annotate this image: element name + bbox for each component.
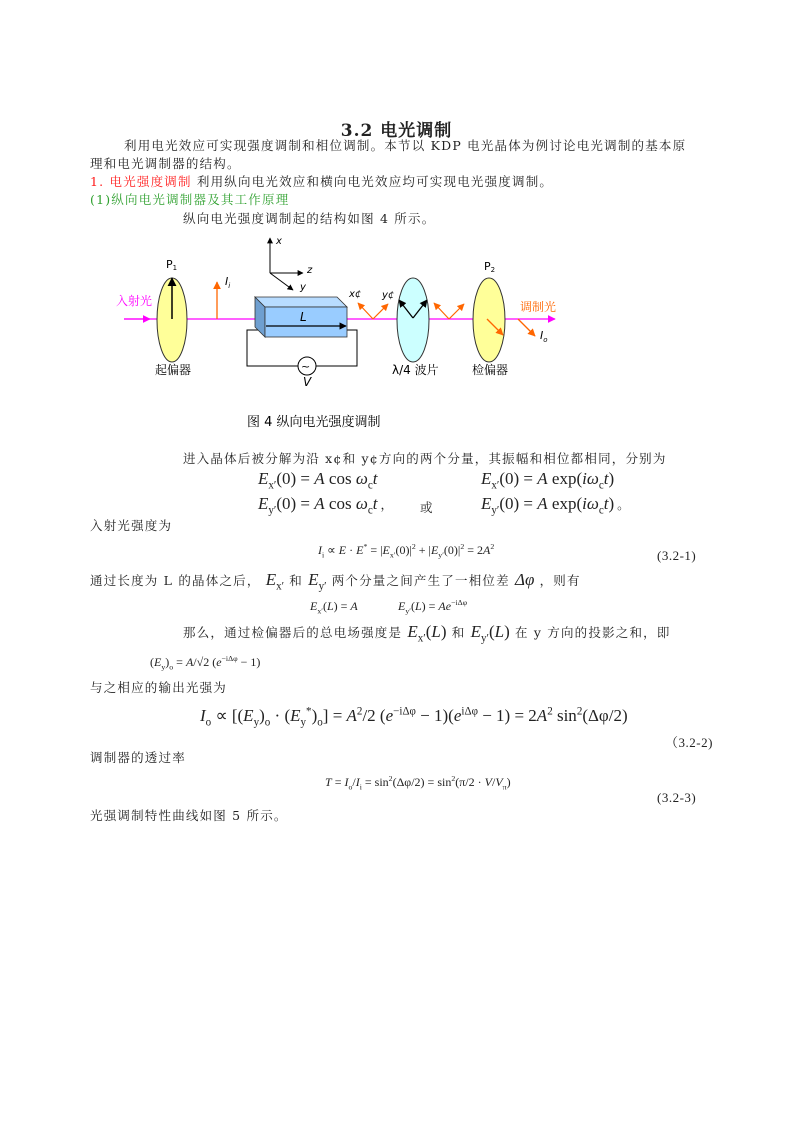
eq-segment: E xyxy=(481,494,492,513)
eq-segment: ) = xyxy=(333,599,351,613)
eq-segment: + | xyxy=(415,543,431,557)
eq-ey-L xyxy=(398,596,467,616)
eq-segment: / xyxy=(352,775,356,789)
or-text: 或 xyxy=(420,500,434,515)
eq-segment: A xyxy=(536,706,548,725)
and-text: 和 xyxy=(289,573,303,588)
eq-segment: 2 xyxy=(388,774,393,783)
voltage-label: V xyxy=(303,375,312,389)
p2-label xyxy=(484,260,495,274)
p1-label xyxy=(166,258,177,272)
eq-segment: Ae xyxy=(438,599,452,613)
eq-segment: ( xyxy=(322,599,327,613)
eq-segment: x′ xyxy=(417,632,426,645)
figure-4-diagram xyxy=(0,0,793,440)
eq-segment: ) xyxy=(506,775,511,789)
projection-line xyxy=(183,622,671,645)
eq-segment: iω xyxy=(582,469,599,488)
eq-segment: ( xyxy=(410,599,415,613)
eq-segment: A xyxy=(350,599,358,613)
eq-segment: 2 xyxy=(490,542,495,551)
eq-segment: Δφ xyxy=(515,570,535,589)
eq-segment: y′ xyxy=(491,504,500,517)
yprime-label: y¢ xyxy=(382,290,395,301)
eq-segment: E xyxy=(265,570,277,589)
eq-segment: = | xyxy=(367,543,383,557)
period: 。 xyxy=(617,497,630,512)
eq-segment: E xyxy=(470,622,482,641)
p1-subscript: 1 xyxy=(172,264,178,272)
ey-symbol xyxy=(308,570,327,593)
eq-segment: I xyxy=(318,543,322,557)
eq-segment: 2 xyxy=(411,542,416,551)
section-title: 3.2 电光调制 xyxy=(340,121,453,141)
analyzer-label: 检偏器 xyxy=(472,363,509,377)
eq-segment: iω xyxy=(582,494,599,513)
eq-segment: A xyxy=(314,494,325,513)
crystal-top xyxy=(255,297,347,307)
eq-segment: (Δφ/2) = sin xyxy=(392,775,452,789)
eq-segment: E xyxy=(407,622,418,641)
eq-segment: 2 xyxy=(451,774,456,783)
eq-segment: c xyxy=(367,504,373,517)
eq-segment: V xyxy=(484,775,492,789)
eq-segment: − 1) xyxy=(237,655,261,669)
eq-number-1: (3.2-1) xyxy=(657,548,697,563)
eq-segment: A xyxy=(483,543,491,557)
source-symbol: ~ xyxy=(301,360,311,373)
eq-segment: ) xyxy=(504,622,510,641)
eq-segment: o xyxy=(264,716,271,729)
eq-segment: o xyxy=(348,782,353,792)
modulated-light-label: 调制光 xyxy=(520,300,557,314)
eq-segment: exp( xyxy=(547,494,583,513)
and-text: 和 xyxy=(451,625,466,640)
eq-segment: ( xyxy=(150,655,154,669)
eq-ex-exp xyxy=(481,469,615,492)
polarizer-label: 起偏器 xyxy=(155,363,192,377)
axis-y-label: y xyxy=(300,282,306,293)
eq-segment: x′ xyxy=(276,580,285,593)
eq-segment: · xyxy=(346,543,357,557)
eq-segment: ] = xyxy=(322,706,347,725)
eq-segment: y′ xyxy=(318,580,327,593)
eq-segment: y xyxy=(253,716,260,729)
waveplate-label: λ/4 波片 xyxy=(392,363,439,377)
eq-segment: y xyxy=(161,662,166,672)
eq-ex-L xyxy=(310,596,358,616)
ii-label xyxy=(225,275,230,290)
eq-segment: T xyxy=(325,775,332,789)
curve-text: 光强调制特性曲线如图 5 所示。 xyxy=(90,808,288,823)
comma: ， xyxy=(380,497,393,512)
incident-light-label: 入射光 xyxy=(116,294,153,308)
ii-letter: I xyxy=(225,275,229,288)
eq-segment: · ( xyxy=(270,706,291,725)
eq-segment: −iΔφ xyxy=(451,598,468,607)
axis-x-label: x xyxy=(276,236,282,247)
eq-segment: e xyxy=(216,655,222,669)
eq-number-2: （3.2-2) xyxy=(665,735,713,750)
section1-heading: 1. 电光强度调制 xyxy=(90,174,192,189)
p2-letter: P xyxy=(484,260,491,273)
eq-segment: = sin xyxy=(361,775,389,789)
eq-segment: (0) = xyxy=(499,469,538,488)
eq-segment: ) xyxy=(440,622,447,641)
eq-segment: /√2 ( xyxy=(193,655,217,669)
eq-segment: ∝ [( xyxy=(211,706,244,725)
eq-segment: E xyxy=(430,543,439,557)
eq-segment: ( xyxy=(488,622,495,641)
eq-segment: t xyxy=(372,469,378,488)
eq-segment: y′ xyxy=(481,632,489,645)
eq-segment: cos xyxy=(324,469,356,488)
eq-segment: (0)| xyxy=(395,543,412,557)
eq-segment: (0) = xyxy=(499,494,538,513)
eq-segment: −iΔφ xyxy=(221,654,238,663)
eq-segment: − 1) = 2 xyxy=(477,706,537,725)
eq-segment: ω xyxy=(355,469,368,488)
eq-segment: c xyxy=(598,479,604,492)
eq-segment: E xyxy=(258,469,269,488)
delta-phi-symbol xyxy=(515,570,534,589)
eq-segment: (π/2 · xyxy=(455,775,485,789)
intro-paragraph-line1: 利用电光效应可实现强度调制和相位调制。本节以 KDP 电光晶体为例讨论电光调制的基本原 xyxy=(124,138,687,153)
after-crystal-text: 通过长度为 L 的晶体之后， xyxy=(90,573,261,588)
eq-segment: x′ xyxy=(389,550,396,560)
eq-ex-cos xyxy=(258,469,378,492)
ey-L-symbol xyxy=(470,622,510,645)
transmittance-text: 调制器的透过率 xyxy=(90,750,186,765)
eq-segment: = xyxy=(331,775,345,789)
eq-ey-cos-row xyxy=(258,494,393,515)
eq-segment: E xyxy=(308,570,319,589)
eq-segment: A xyxy=(185,655,194,669)
eq-segment: ) xyxy=(608,494,615,513)
eq-segment: ω xyxy=(355,494,368,513)
eq-segment: ( xyxy=(425,622,432,641)
eq-segment: o xyxy=(317,716,323,729)
eq-segment: / xyxy=(491,775,496,789)
eq-segment: (Δφ/2) xyxy=(582,706,628,725)
eq-segment: e xyxy=(385,706,394,725)
ex-symbol xyxy=(265,570,285,593)
eq-segment: c xyxy=(598,504,604,517)
eq-segment: i xyxy=(359,782,362,792)
eq-segment: E xyxy=(382,543,390,557)
eq-segment: o xyxy=(169,662,174,672)
eq-segment: e xyxy=(453,706,462,725)
analyzer-p2 xyxy=(473,278,505,362)
intro-paragraph-line2: 理和电光调制器的结构。 xyxy=(90,156,241,171)
eq-segment: t xyxy=(603,494,609,513)
eq-segment: ) xyxy=(165,655,170,669)
eq-segment: π xyxy=(502,782,507,792)
eq-segment: E xyxy=(356,543,364,557)
eq-segment: L xyxy=(326,599,334,613)
eq-segment: 2 xyxy=(460,542,465,551)
eq-segment: * xyxy=(306,705,312,718)
eq-segment: y xyxy=(300,716,307,729)
eq-segment: E xyxy=(398,599,406,613)
section1-text: 利用纵向电光效应和横向电光效应均可实现电光强度调制。 xyxy=(196,174,554,189)
eq-segment: (0) = xyxy=(276,494,315,513)
eq-segment: −iΔφ xyxy=(393,705,416,718)
eq-segment: y′ xyxy=(405,606,411,616)
output-intensity-text: 与之相应的输出光强为 xyxy=(90,680,228,695)
ii-subscript: i xyxy=(228,282,231,290)
eq-segment: (0)| xyxy=(443,543,461,557)
after-crystal-line xyxy=(90,570,581,593)
eq-segment: I xyxy=(200,706,206,725)
eq-segment: 2 xyxy=(547,705,553,718)
eq-segment: x′ xyxy=(317,606,323,616)
projection-text-end: 在 y 方向的投影之和，即 xyxy=(514,625,671,640)
eq-segment: A xyxy=(314,469,325,488)
figure-intro-text: 纵向电光强度调制起的结构如图 4 所示。 xyxy=(183,211,436,226)
eq-ey-output xyxy=(150,652,260,672)
eq-io xyxy=(200,705,628,729)
io-subscript: o xyxy=(543,336,548,344)
ex-L-symbol xyxy=(407,622,447,645)
projection-text: 那么，通过检偏器后的总电场强度是 xyxy=(183,625,403,640)
eq-segment: x′ xyxy=(491,479,500,492)
axis-z-label: z xyxy=(307,265,313,276)
figure-caption: 图 4 纵向电光强度调制 xyxy=(247,415,381,430)
xprime-label: x¢ xyxy=(349,289,362,300)
eq-segment: L xyxy=(414,599,422,613)
decompose-text: 进入晶体后被分解为沿 x¢和 y¢方向的两个分量，其振幅和相位都相同，分别为 xyxy=(183,451,667,466)
eq-segment: ) xyxy=(259,706,265,725)
eq-segment: cos xyxy=(324,494,356,513)
eq-segment: I xyxy=(344,775,349,789)
eq-segment: I xyxy=(355,775,360,789)
eq-segment: /2 ( xyxy=(362,706,386,725)
eq-segment: y′ xyxy=(438,550,444,560)
eq-segment: (0) = xyxy=(276,469,315,488)
eq-segment: A xyxy=(537,494,548,513)
p1-letter: P xyxy=(166,258,173,271)
eq-segment: L xyxy=(431,622,441,641)
eq-segment: c xyxy=(367,479,373,492)
eq-segment: ) = xyxy=(421,599,439,613)
eq-segment: t xyxy=(603,469,609,488)
eq-segment: exp( xyxy=(547,469,583,488)
eq-segment: E xyxy=(310,599,318,613)
eq-segment: V xyxy=(495,775,503,789)
eq-segment: x′ xyxy=(268,479,277,492)
eq-transmittance xyxy=(325,772,511,792)
eq-segment: t xyxy=(372,494,378,513)
eq-segment: * xyxy=(363,542,368,551)
eq-ey-exp-row xyxy=(481,494,630,515)
then-text: ，则有 xyxy=(539,573,581,588)
eq-segment: 2 xyxy=(576,705,583,718)
crystal-length-label: L xyxy=(300,310,307,324)
eq-ey-cos xyxy=(258,494,378,517)
eq-segment: o xyxy=(205,716,212,729)
eq-segment: E xyxy=(154,655,162,669)
eq-ey-exp xyxy=(481,494,615,517)
eq-segment: y′ xyxy=(268,504,277,517)
eq-segment: i xyxy=(322,550,325,560)
p2-subscript: 2 xyxy=(490,266,496,274)
io-label xyxy=(540,329,548,344)
eq-segment: E xyxy=(481,469,492,488)
eq-segment: ∝ xyxy=(324,543,339,557)
eq-segment: = 2 xyxy=(464,543,483,557)
eq-number-3: (3.2-3) xyxy=(657,790,697,805)
eq-segment: E xyxy=(243,706,254,725)
eq-segment: iΔφ xyxy=(461,705,478,718)
eq-segment: A xyxy=(537,469,548,488)
eq-segment: ) xyxy=(608,469,615,488)
phase-diff-text: 两个分量之间产生了一相位差 xyxy=(331,573,510,588)
eq-segment: E xyxy=(258,494,269,513)
eq-segment: E xyxy=(290,706,301,725)
eq-segment: A xyxy=(346,706,357,725)
eq-segment: L xyxy=(494,622,505,641)
io-letter: I xyxy=(540,329,544,342)
eq-segment: sin xyxy=(552,706,577,725)
quarter-wave-plate xyxy=(397,278,429,362)
subsection-heading: (1)纵向电光调制器及其工作原理 xyxy=(90,192,290,207)
eq-segment: 2 xyxy=(356,705,363,718)
eq-intensity xyxy=(318,540,494,560)
incident-intensity-text: 入射光强度为 xyxy=(90,518,173,533)
eq-segment: E xyxy=(338,543,347,557)
eq-segment: − 1)( xyxy=(415,706,454,725)
eq-segment: = xyxy=(173,655,186,669)
eq-segment: ) xyxy=(311,706,318,725)
